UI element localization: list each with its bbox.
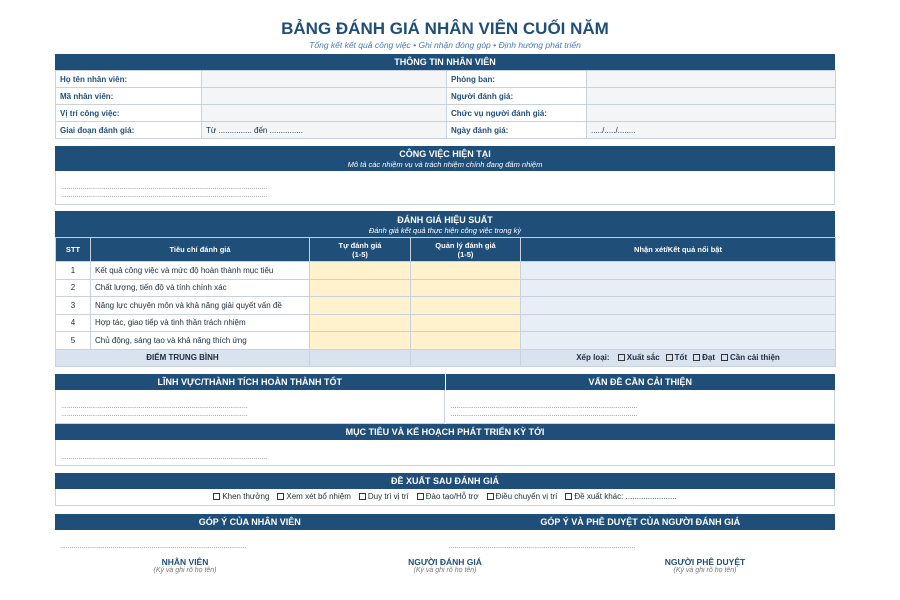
info-row: [56, 88, 836, 105]
average-self[interactable]: [310, 349, 411, 367]
signature-role: NGƯỜI ĐÁNH GIÁ: [408, 557, 482, 567]
feedback-lines: [55, 530, 835, 551]
signature-role: NGƯỜI PHÊ DUYỆT: [664, 557, 746, 567]
feedback-section: [55, 514, 835, 530]
current-work-subtitle: Mô tả các nhiệm vụ và trách nhiệm chính đang đảm nhiệm: [347, 160, 543, 169]
criteria-text: Năng lực chuyên môn và khả năng giải quyết vấn đề: [91, 297, 310, 315]
proposal-option-label: Khen thưởng: [222, 492, 270, 501]
checkbox-icon[interactable]: [277, 493, 284, 500]
improve-box[interactable]: [446, 390, 836, 424]
manager-score-cell[interactable]: [411, 314, 521, 332]
criteria-row: [56, 332, 836, 350]
achievements-improve-section: [55, 374, 835, 424]
comment-cell[interactable]: [521, 314, 836, 332]
self-score-cell[interactable]: [310, 279, 411, 297]
info-value[interactable]: [587, 71, 836, 88]
manager-score-cell[interactable]: [411, 297, 521, 315]
criteria-row: [56, 279, 836, 297]
dotted-line: ................................................................................................: [61, 403, 248, 410]
proposal-option[interactable]: [417, 492, 479, 501]
comment-cell[interactable]: [521, 262, 836, 280]
performance-title: ĐÁNH GIÁ HIỆU SUẤT: [397, 215, 493, 225]
checkbox-icon[interactable]: [487, 493, 494, 500]
dotted-line: ................................................................................................: [61, 411, 248, 418]
comment-cell[interactable]: [521, 297, 836, 315]
improve-header: VẤN ĐỀ CẦN CẢI THIỆN: [446, 374, 836, 390]
self-score-cell[interactable]: [310, 314, 411, 332]
proposal-header: ĐỀ XUẤT SAU ĐÁNH GIÁ: [55, 473, 835, 489]
info-row: [56, 122, 836, 139]
info-row: [56, 71, 836, 88]
criteria-row: [56, 262, 836, 280]
average-manager[interactable]: [411, 349, 521, 367]
col-stt: STT: [56, 238, 91, 262]
average-row: [56, 349, 836, 367]
goals-header: MỤC TIÊU VÀ KẾ HOẠCH PHÁT TRIỂN KỲ TỚI: [55, 424, 835, 440]
proposal-option-label: Duy trì vị trí: [367, 492, 409, 501]
info-label: Vị trí công việc:: [56, 105, 202, 122]
col-criteria: Tiêu chí đánh giá: [91, 238, 310, 262]
criteria-text: Kết quả công việc và mức độ hoàn thành mục tiêu: [91, 262, 310, 280]
manager-score-cell[interactable]: [411, 279, 521, 297]
employee-info-table: [55, 70, 836, 139]
reviewer-feedback-header: GÓP Ý VÀ PHÊ DUYỆT CỦA NGƯỜI ĐÁNH GIÁ: [446, 514, 836, 530]
current-work-title: CÔNG VIỆC HIỆN TẠI: [399, 149, 491, 159]
comment-cell[interactable]: [521, 279, 836, 297]
info-row: [56, 105, 836, 122]
criteria-number: 2: [56, 279, 91, 297]
criteria-number: 4: [56, 314, 91, 332]
reviewer-feedback-line[interactable]: ................................................................................................: [448, 543, 636, 550]
criteria-number: 5: [56, 332, 91, 350]
checkbox-icon[interactable]: [417, 493, 424, 500]
signature-note: (Ký và ghi rõ họ tên): [673, 567, 737, 574]
info-value[interactable]: Từ ............... đến ...............: [202, 122, 447, 139]
info-label: Giai đoạn đánh giá:: [56, 122, 202, 139]
page-title: BẢNG ĐÁNH GIÁ NHÂN VIÊN CUỐI NĂM: [281, 19, 609, 38]
rating-option-label: Đạt: [702, 353, 715, 363]
rating-cell: [521, 349, 836, 367]
info-label: Chức vụ người đánh giá:: [447, 105, 587, 122]
col-self-scale: (1-5): [352, 249, 368, 259]
proposal-option[interactable]: [213, 492, 269, 501]
proposal-option-label: Đề xuất khác: .......................: [574, 492, 677, 501]
info-label: Người đánh giá:: [447, 88, 587, 105]
info-value[interactable]: [202, 88, 447, 105]
proposal-option[interactable]: [487, 492, 558, 501]
self-score-cell[interactable]: [310, 297, 411, 315]
proposal-option[interactable]: [277, 492, 350, 501]
page-subtitle: Tổng kết kết quả công việc • Ghi nhận đóng góp • Định hướng phát triển: [309, 40, 581, 50]
rating-option-label: Cần cải thiện: [730, 353, 780, 363]
col-manager-scale: (1-5): [457, 249, 474, 259]
proposal-options: [55, 489, 835, 506]
performance-table: [55, 237, 836, 367]
signature-block: [55, 557, 315, 574]
info-label: Phòng ban:: [447, 71, 587, 88]
rating-option[interactable]: [721, 353, 780, 362]
signature-note: (Ký và ghi rõ họ tên): [413, 567, 477, 574]
rating-option-label: Tốt: [674, 353, 688, 363]
info-value[interactable]: [202, 71, 447, 88]
info-label: Mã nhân viên:: [56, 88, 202, 105]
dotted-line: ................................................................................................: [450, 403, 638, 410]
rating-option-label: Xuất sắc: [626, 353, 660, 363]
criteria-number: 3: [56, 297, 91, 315]
info-value[interactable]: [587, 105, 836, 122]
col-manager-label: Quản lý đánh giá: [435, 240, 496, 250]
criteria-row: [56, 297, 836, 315]
info-label: Ngày đánh giá:: [447, 122, 587, 139]
performance-header: [55, 211, 835, 237]
checkbox-icon[interactable]: [213, 493, 220, 500]
signature-section: [55, 557, 835, 574]
checkbox-icon[interactable]: [565, 493, 572, 500]
criteria-row: [56, 314, 836, 332]
criteria-text: Chất lượng, tiến độ và tính chính xác: [91, 279, 310, 297]
info-label: Họ tên nhân viên:: [56, 71, 202, 88]
checkbox-icon[interactable]: [693, 354, 700, 361]
current-work-header: [55, 146, 835, 171]
rating-label: Xếp loại:: [576, 353, 610, 363]
checkbox-icon[interactable]: [721, 354, 728, 361]
employee-feedback-line[interactable]: ................................................................................................: [60, 543, 247, 550]
manager-score-cell[interactable]: [411, 262, 521, 280]
achievements-header: LĨNH VỰC/THÀNH TÍCH HOÀN THÀNH TỐT: [55, 374, 445, 390]
signature-note: (Ký và ghi rõ họ tên): [153, 567, 217, 574]
rating-option[interactable]: [666, 353, 687, 362]
col-comment: Nhận xét/Kết quả nổi bật: [521, 238, 836, 262]
signature-block: [575, 557, 835, 574]
rating-option[interactable]: [618, 353, 660, 362]
checkbox-icon[interactable]: [666, 354, 673, 361]
comment-cell[interactable]: [521, 332, 836, 350]
col-self: [310, 238, 411, 262]
goals-box[interactable]: [55, 440, 835, 466]
checkbox-icon[interactable]: [618, 354, 625, 361]
info-value[interactable]: ...../...../........: [587, 122, 836, 139]
criteria-text: Chủ động, sáng tạo và khả năng thích ứng: [91, 332, 310, 350]
signature-role: NHÂN VIÊN: [161, 557, 209, 567]
average-label: ĐIỂM TRUNG BÌNH: [56, 349, 310, 367]
col-self-label: Tự đánh giá: [338, 240, 382, 250]
checkbox-icon[interactable]: [359, 493, 366, 500]
performance-subtitle: Đánh giá kết quả thực hiện công việc trong kỳ: [368, 226, 522, 235]
self-score-cell[interactable]: [310, 262, 411, 280]
rating-option[interactable]: [693, 353, 715, 362]
info-header: THÔNG TIN NHÂN VIÊN: [55, 54, 835, 70]
proposal-option[interactable]: [565, 492, 676, 501]
proposal-option-label: Xem xét bổ nhiệm: [286, 492, 351, 501]
proposal-option-label: Điều chuyển vị trí: [495, 492, 558, 501]
col-manager: [411, 238, 521, 262]
achievements-box[interactable]: [55, 390, 445, 424]
criteria-text: Hợp tác, giao tiếp và tinh thần trách nhiệm: [91, 314, 310, 332]
info-value[interactable]: [587, 88, 836, 105]
dotted-line: ..........................................................................................................: [61, 454, 268, 461]
proposal-option-label: Đào tạo/Hỗ trợ: [425, 492, 479, 501]
dotted-line: ..........................................................................................................: [61, 184, 268, 191]
current-work-box[interactable]: [55, 171, 835, 205]
info-value[interactable]: [202, 105, 447, 122]
self-score-cell[interactable]: [310, 332, 411, 350]
dotted-line: ..........................................................................................................: [61, 192, 268, 199]
evaluation-form: [55, 14, 835, 574]
employee-feedback-header: GÓP Ý CỦA NHÂN VIÊN: [55, 514, 446, 530]
criteria-number: 1: [56, 262, 91, 280]
manager-score-cell[interactable]: [411, 332, 521, 350]
proposal-option[interactable]: [359, 492, 409, 501]
dotted-line: ................................................................................................: [450, 411, 638, 418]
signature-block: [315, 557, 575, 574]
